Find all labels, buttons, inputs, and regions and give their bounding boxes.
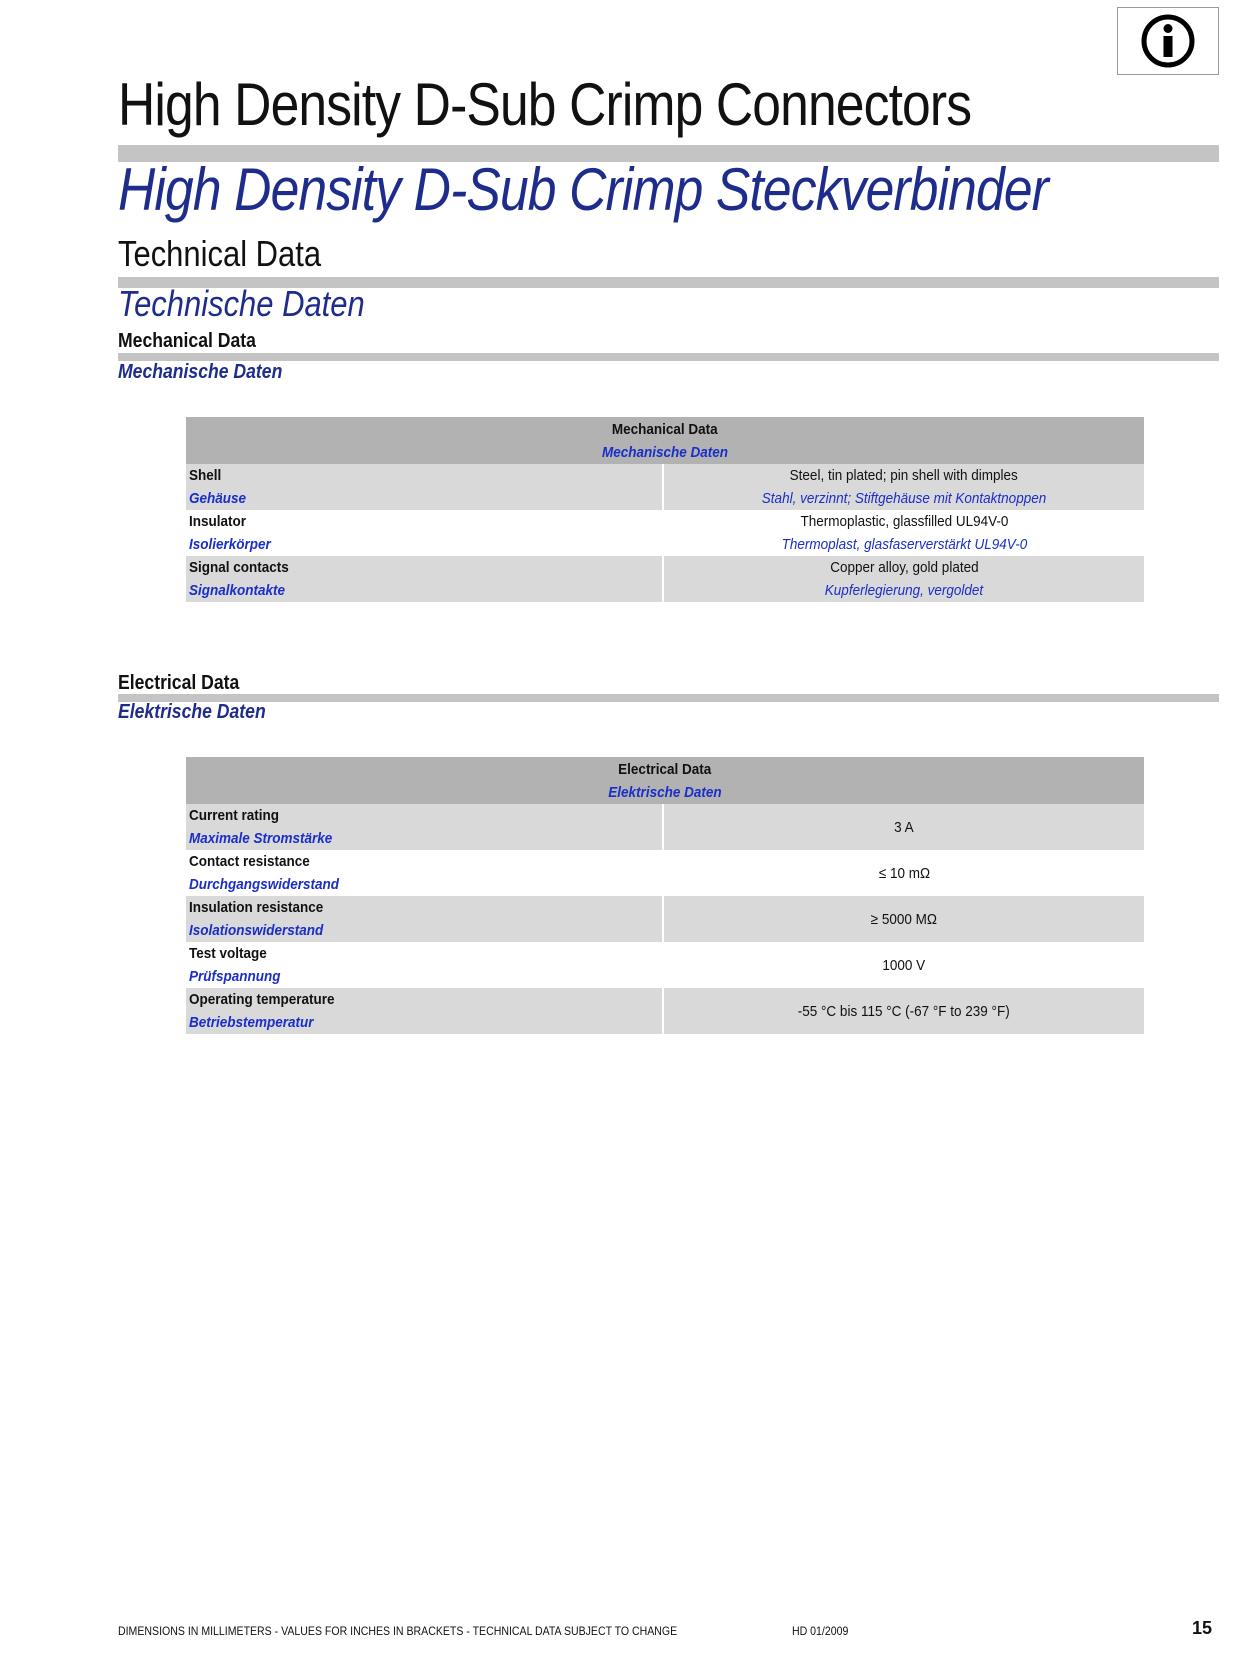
- row-label: [186, 510, 663, 556]
- label-de: Gehäuse: [189, 490, 247, 507]
- value-en: Steel, tin plated; pin shell with dimples: [789, 467, 1019, 484]
- info-icon-box: [1117, 7, 1219, 75]
- table-header-de: Elektrische Daten: [608, 783, 722, 801]
- value: ≤ 10 mΩ: [878, 864, 930, 882]
- label-de: Prüfspannung: [189, 968, 281, 985]
- value: 3 A: [894, 818, 914, 836]
- electrical-section-divider: [118, 694, 1219, 702]
- electrical-section-title-german: Elektrische Daten: [118, 701, 266, 723]
- value-de: Kupferlegierung, vergoldet: [824, 582, 984, 599]
- value-de: Thermoplast, glasfaserverstärkt UL94V-0: [781, 536, 1027, 553]
- row-value: [663, 510, 1144, 556]
- info-icon: [1140, 13, 1196, 69]
- row-label: [186, 942, 663, 988]
- mechanical-section-divider: [118, 353, 1219, 361]
- table-row: [186, 510, 1144, 556]
- value: ≥ 5000 MΩ: [870, 910, 938, 928]
- label-de: Signalkontakte: [189, 582, 286, 599]
- value-de: Stahl, verzinnt; Stiftgehäuse mit Kontaktnoppen: [761, 490, 1047, 507]
- label-en: Test voltage: [189, 945, 267, 962]
- page-title-german: High Density D-Sub Crimp Steckverbinder: [118, 156, 1049, 223]
- label-de: Isolationswiderstand: [189, 922, 324, 939]
- label-en: Current rating: [189, 807, 280, 824]
- label-en: Insulator: [189, 513, 247, 530]
- page-title: High Density D-Sub Crimp Connectors: [118, 71, 972, 138]
- page-subtitle: Technical Data: [118, 233, 322, 274]
- label-en: Signal contacts: [189, 559, 289, 576]
- row-label: [186, 896, 663, 942]
- row-label: [186, 850, 663, 896]
- label-de: Isolierkörper: [189, 536, 271, 553]
- row-value: [663, 464, 1144, 510]
- table-row: [186, 556, 1144, 602]
- row-value: [663, 896, 1144, 942]
- page-subtitle-german: Technische Daten: [118, 283, 365, 324]
- electrical-data-table: [186, 757, 1144, 1034]
- table-header-en: Mechanical Data: [612, 420, 718, 438]
- label-de: Betriebstemperatur: [189, 1014, 314, 1031]
- table-row: [186, 942, 1144, 988]
- table-row: [186, 804, 1144, 850]
- row-value: [663, 556, 1144, 602]
- table-header-row: [186, 417, 1144, 464]
- row-label: [186, 804, 663, 850]
- footer-disclaimer: DIMENSIONS IN MILLIMETERS - VALUES FOR INCHES IN BRACKETS - TECHNICAL DATA SUBJECT TO CHANGE: [118, 1624, 678, 1638]
- row-value: [663, 988, 1144, 1034]
- electrical-section-title: Electrical Data: [118, 672, 240, 694]
- label-de: Durchgangswiderstand: [189, 876, 340, 893]
- value: -55 °C bis 115 °C (-67 °F to 239 °F): [798, 1002, 1010, 1020]
- value: 1000 V: [882, 956, 926, 974]
- value-en: Copper alloy, gold plated: [829, 559, 979, 576]
- row-value: [663, 850, 1144, 896]
- table-row: [186, 896, 1144, 942]
- row-label: [186, 988, 663, 1034]
- row-label: [186, 556, 663, 602]
- label-en: Operating temperature: [189, 991, 335, 1008]
- table-header: [186, 417, 1144, 464]
- row-value: [663, 942, 1144, 988]
- table-row: [186, 988, 1144, 1034]
- value-en: Thermoplastic, glassfilled UL94V-0: [800, 513, 1008, 530]
- page-number: 15: [1192, 1618, 1213, 1638]
- mechanical-section-title: Mechanical Data: [118, 330, 256, 352]
- label-en: Shell: [189, 467, 222, 484]
- row-value: [663, 804, 1144, 850]
- table-header-de: Mechanische Daten: [601, 443, 729, 461]
- mechanical-data-table: [186, 417, 1144, 602]
- table-header-en: Electrical Data: [618, 760, 712, 778]
- label-en: Contact resistance: [189, 853, 310, 870]
- label-de: Maximale Stromstärke: [189, 830, 333, 847]
- footer-doc-ref: HD 01/2009: [792, 1624, 849, 1638]
- mechanical-section-title-german: Mechanische Daten: [118, 361, 283, 383]
- label-en: Insulation resistance: [189, 899, 324, 916]
- row-label: [186, 464, 663, 510]
- table-header: [186, 757, 1144, 804]
- table-header-row: [186, 757, 1144, 804]
- table-row: [186, 850, 1144, 896]
- table-row: [186, 464, 1144, 510]
